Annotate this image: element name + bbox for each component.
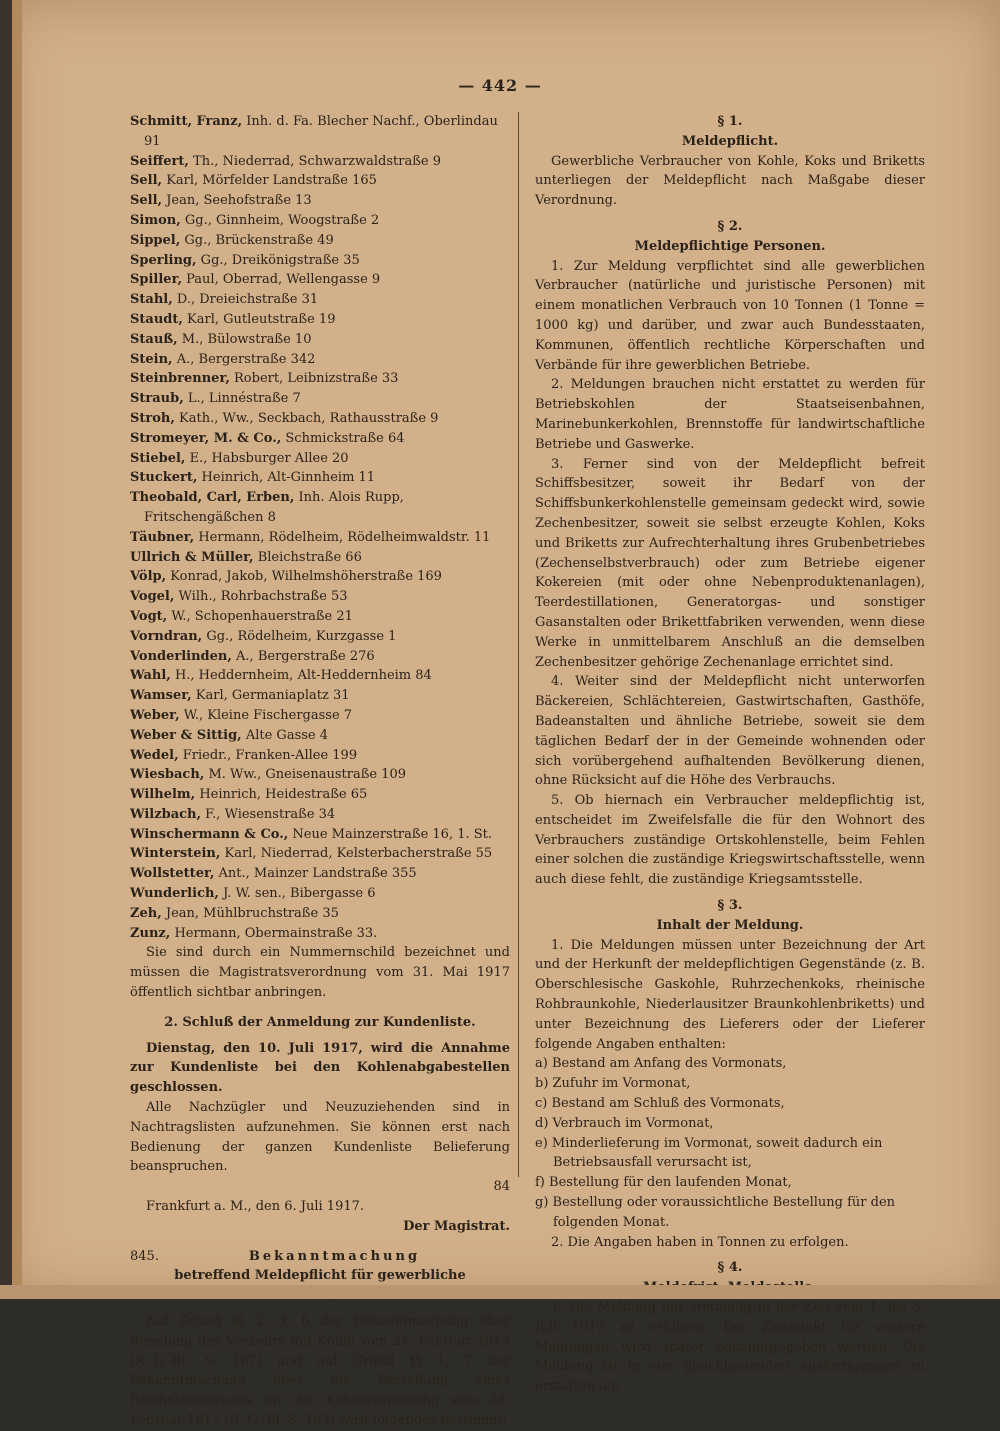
dealer-name: Wollstetter, xyxy=(130,866,215,882)
dealer-address: Kath., Ww., Seckbach, Rathausstraße 9 xyxy=(174,410,439,426)
dealer-name: Zunz, xyxy=(130,925,171,941)
dealer-address: A., Bergerstraße 342 xyxy=(172,351,316,367)
dealer-name: Stroh, xyxy=(130,410,175,426)
dealer-address: Karl, Niederrad, Kelsterbacherstraße 55 xyxy=(220,846,493,862)
dealer-name: Stiebel, xyxy=(130,450,186,466)
list-item xyxy=(130,884,510,904)
right-column xyxy=(535,112,925,1397)
list-item xyxy=(130,805,510,825)
list-item xyxy=(130,567,510,587)
list-item xyxy=(130,310,510,330)
dealer-name: Wiesbach, xyxy=(130,767,205,783)
section-4-number: § 4. xyxy=(717,1260,743,1276)
section-2-para-5: 5. Ob hiernach ein Verbraucher meldepflichtig ist, entscheidet im Zweifelsfalle die für den Wohnort des Verbrauchers zuständige Ortskohlenstelle, beim Fehlen einer solchen die zuständige Kriegswirtschaftsstelle, wenn auch diese fehlt, die zuständige Kriegsamtsstelle. xyxy=(535,793,925,888)
dealer-address: J. W. sen., Bibergasse 6 xyxy=(218,886,376,902)
dealer-name: Vogel, xyxy=(130,589,175,605)
dealer-name: Staudt, xyxy=(130,311,183,327)
list-item xyxy=(130,548,510,568)
list-item xyxy=(130,647,510,667)
reference-number: 84 xyxy=(493,1179,510,1195)
list-item xyxy=(130,904,510,924)
list-item xyxy=(130,627,510,647)
list-item xyxy=(130,746,510,766)
dealer-name: Ullrich & Müller, xyxy=(130,549,254,565)
dealer-address: Hermann, Obermainstraße 33. xyxy=(170,925,378,941)
section-3-para-2: 2. Die Angaben haben in Tonnen zu erfolgen. xyxy=(551,1234,849,1250)
list-item xyxy=(130,191,510,211)
dealer-name: Simon, xyxy=(130,212,181,228)
page-bottom-edge xyxy=(0,1285,1000,1299)
list-item xyxy=(130,350,510,370)
section-3-para-1: 1. Die Meldungen müssen unter Bezeichnung der Art und der Herkunft der meldepflichtigen Gegenstände (z. B. Oberschlesische Gaskohle, Ruhrzechenkoks, rheinische Rohbraunkohle, Niederlausitzer Braunkohlenbriketts) und unter Bezeichnung des Lieferers oder der Lieferer folgende Angaben enthalten: xyxy=(535,937,925,1052)
section-2-title: Meldepflichtige Personen. xyxy=(634,238,826,254)
dealer-name: Stuckert, xyxy=(130,470,198,486)
dealer-address: W., Kleine Fischergasse 7 xyxy=(179,707,353,723)
left-column xyxy=(130,112,510,1431)
dealer-name: Wilzbach, xyxy=(130,806,202,822)
dealer-name: Seiffert, xyxy=(130,153,189,169)
dealer-name: Zeh, xyxy=(130,905,162,921)
list-item: f) Bestellung für den laufenden Monat, xyxy=(535,1175,792,1191)
list-item: c) Bestand am Schluß des Vormonats, xyxy=(535,1096,785,1112)
notice-paragraph: Auf Grund §§ 2, 3, 6 der Bekanntmachung über Regelung des Verkehrs mit Kohle vom 24. Februar 1917 (R.-G.-Bl. S. 167) und auf Grund §§ 1, 7 der Bekanntmachung über die Bestellung eines Reichskommissars für die Kohlenverteilung vom 28. Februar 1917 (R.-G.-Bl. S. 193) wird folgendes bestimmt: xyxy=(130,1314,510,1428)
dealer-address: W., Schopenhauerstraße 21 xyxy=(167,608,353,624)
dealer-address: Robert, Leibnizstraße 33 xyxy=(229,371,399,387)
dealer-name: Sperling, xyxy=(130,252,197,268)
section-3-number: § 3. xyxy=(717,898,743,914)
dealer-name: Wilhelm, xyxy=(130,787,196,803)
list-item xyxy=(130,152,510,172)
notice-title: Bekanntmachung xyxy=(248,1248,421,1264)
list-item: a) Bestand am Anfang des Vormonats, xyxy=(535,1056,787,1072)
list-item xyxy=(130,726,510,746)
section-2-number: § 2. xyxy=(717,218,743,234)
dealer-address: Neue Mainzerstraße 16, 1. St. xyxy=(288,826,493,842)
dealer-address: Friedr., Franken-Allee 199 xyxy=(178,747,358,763)
section-2-para-3: 3. Ferner sind von der Meldepflicht befreit Schiffsbesitzer, soweit ihr Bedarf von der Schiffsbunkerkohlenstelle gemeinsam gedeckt wird, sowie Zechenbesitzer, soweit sie selbst erzeugte Kohlen, Koks und Briketts zur Aufrechterhaltung ihres Grubenbetriebes (Zechenselbstverbrauch) oder zum Betriebe eigener Kokereien (mit oder ohne Nebenproduktenanlagen), Teerdestillationen, Generatorgas- und sonstiger Gasanstalten oder Brikettfabriken verwenden, wenn diese Werke in unmittelbarem Anschluß an die demselben Zechenbesitzer gehörige Zechenanlage errichtet sind. xyxy=(535,456,925,670)
dealer-address: M., Bülowstraße 10 xyxy=(177,331,312,347)
list-item xyxy=(130,587,510,607)
list-item xyxy=(130,785,510,805)
dealer-address: Inh. d. Fa. Blecher Nachf., Oberlindau 91 xyxy=(144,114,498,149)
list-item xyxy=(130,864,510,884)
dealer-name: Sell, xyxy=(130,173,163,189)
list-item xyxy=(130,112,510,152)
dealer-address: E., Habsburger Allee 20 xyxy=(185,450,349,466)
dealer-address: Karl, Germaniaplatz 31 xyxy=(191,688,350,704)
list-item xyxy=(130,231,510,251)
section-3-item-list xyxy=(535,1054,925,1232)
section-4-para-1: 1. Die Meldung hat erstmalig in der Zeit vom 1. bis 5. Juli 1917 zu erfolgen. Der Zeitpunkt für weitere Meldungen wird später bekanntgegeben werden. Die Meldung ist in vier gleichlautenden Ausfertigungen zu erstatten an: xyxy=(535,1300,925,1395)
dealer-name: Weber, xyxy=(130,707,180,723)
list-item xyxy=(130,270,510,290)
section-2-para-1: 1. Zur Meldung verpflichtet sind alle gewerblichen Verbraucher (natürliche und juristische Personen) mit einem monatlichen Verbrauch von 10 Tonnen (1 Tonne = 1000 kg) und darüber, und zwar auch Bundesstaaten, Kommunen, öffentlich rechtliche Körperschaften und Verbände für ihre gewerblichen Betriebe. xyxy=(535,258,925,373)
dealer-name: Steinbrenner, xyxy=(130,371,230,387)
list-item xyxy=(130,389,510,409)
notice-number: 845. xyxy=(130,1248,159,1264)
list-item xyxy=(130,290,510,310)
notice-heading-row xyxy=(130,1247,510,1267)
dealer-address: Wilh., Rohrbachstraße 53 xyxy=(174,589,348,605)
dealer-name: Wahl, xyxy=(130,668,171,684)
list-item xyxy=(130,706,510,726)
section-3-title: Inhalt der Meldung. xyxy=(656,917,804,933)
stragglers-paragraph: Alle Nachzügler und Neuzuziehenden sind in Nachtragslisten aufzunehmen. Sie können erst nach Bedienung der ganzen Kundenliste Belieferung beanspruchen. xyxy=(130,1100,510,1175)
dealer-name: Vorndran, xyxy=(130,628,203,644)
dealer-address: Heinrich, Alt-Ginnheim 11 xyxy=(197,470,376,486)
dealer-name: Winschermann & Co., xyxy=(130,826,289,842)
dealer-address: H., Heddernheim, Alt-Heddernheim 84 xyxy=(170,668,432,684)
dealer-address: Karl, Mörfelder Landstraße 165 xyxy=(162,173,377,189)
dealer-name: Stahl, xyxy=(130,292,173,308)
dealer-address: M. Ww., Gneisenaustraße 109 xyxy=(204,767,407,783)
dealer-name: Völp, xyxy=(130,569,167,585)
dealer-address: Alte Gasse 4 xyxy=(241,727,329,743)
place-date: Frankfurt a. M., den 6. Juli 1917. xyxy=(146,1199,365,1215)
dealer-address: Ant., Mainzer Landstraße 355 xyxy=(214,866,417,882)
list-item xyxy=(130,171,510,191)
dealer-address: Jean, Seehofstraße 13 xyxy=(162,193,312,209)
dealer-name: Theobald, Carl, Erben, xyxy=(130,490,295,506)
list-item xyxy=(130,409,510,429)
dealer-name: Stein, xyxy=(130,351,173,367)
list-item xyxy=(130,924,510,944)
list-item xyxy=(130,449,510,469)
dealer-name: Stromeyer, M. & Co., xyxy=(130,430,282,446)
section-2-para-2: 2. Meldungen brauchen nicht erstattet zu werden für Betriebskohlen der Staatseisenbahnen, Marinebunkerkohlen, Brennstoffe für landwirtschaftliche Betriebe und Gaswerke. xyxy=(535,377,925,452)
dealer-name: Vonderlinden, xyxy=(130,648,232,664)
dealer-address: Inh. Alois Rupp, Fritschengäßchen 8 xyxy=(144,490,404,525)
dealer-address: F., Wiesenstraße 34 xyxy=(201,806,336,822)
list-item xyxy=(130,369,510,389)
dealer-address: Paul, Oberrad, Wellengasse 9 xyxy=(182,272,381,288)
dealer-address: D., Dreieichstraße 31 xyxy=(172,292,319,308)
list-item xyxy=(130,468,510,488)
dealer-name: Schmitt, Franz, xyxy=(130,114,243,129)
dealer-address: Gg., Dreikönigstraße 35 xyxy=(196,252,360,268)
column-divider xyxy=(518,112,519,1177)
list-item xyxy=(130,330,510,350)
notice-subtitle: betreffend Meldepflicht für gewerbliche xyxy=(174,1268,466,1284)
dealer-name: Weber & Sittig, xyxy=(130,727,242,743)
closing-date-paragraph: Dienstag, den 10. Juli 1917, wird die Annahme zur Kundenliste bei den Kohlenabgabestellen geschlossen. xyxy=(130,1040,510,1096)
page-edge xyxy=(12,0,22,1299)
section-2-para-4: 4. Weiter sind der Meldepflicht nicht unterworfen Bäckereien, Schlächtereien, Gastwirtschaften, Gasthöfe, Badeanstalten und ähnliche Betriebe, soweit sie dem täglichen Bedarf der in der Gemeinde wohnenden oder sich vorübergehend aufhaltenden Bevölkerung dienen, ohne Rücksicht auf die Höhe des Verbrauchs. xyxy=(535,674,925,789)
dealer-name: Winterstein, xyxy=(130,846,221,862)
dealer-name: Wedel, xyxy=(130,747,179,763)
dealer-name: Wunderlich, xyxy=(130,886,219,902)
dealer-address: Karl, Gutleutstraße 19 xyxy=(182,311,336,327)
dealer-address: Konrad, Jakob, Wilhelmshöherstraße 169 xyxy=(166,569,442,585)
section-1-number: § 1. xyxy=(717,114,743,129)
dealer-name: Straub, xyxy=(130,391,184,407)
list-item xyxy=(130,686,510,706)
list-item xyxy=(130,844,510,864)
page-number: — 442 — xyxy=(458,76,542,95)
section-1-text: Gewerbliche Verbraucher von Kohle, Koks und Briketts unterliegen der Meldepflicht nach Maßgabe dieser Verordnung. xyxy=(535,153,925,209)
dealer-name: Vogt, xyxy=(130,608,168,624)
list-item: g) Bestellung oder voraussichtliche Bestellung für den folgenden Monat. xyxy=(535,1195,896,1230)
dealer-address: Gg., Ginnheim, Woogstraße 2 xyxy=(180,212,380,228)
section-heading-2: 2. Schluß der Anmeldung zur Kundenliste. xyxy=(164,1014,476,1030)
dealer-name: Spiller, xyxy=(130,272,182,288)
list-item xyxy=(130,825,510,845)
dealer-address: Hermann, Rödelheim, Rödelheimwaldstr. 11 xyxy=(194,529,491,545)
dealer-address: Schmickstraße 64 xyxy=(281,430,405,446)
closing-paragraph: Sie sind durch ein Nummernschild bezeichnet und müssen die Magistratsverordnung vom 31. Mai 1917 öffentlich sichtbar anbringen. xyxy=(130,945,510,1001)
dealer-name: Stauß, xyxy=(130,331,178,347)
dealer-name: Täubner, xyxy=(130,529,195,545)
dealer-list xyxy=(130,112,510,943)
signature: Der Magistrat. xyxy=(403,1218,510,1234)
dealer-address: Th., Niederrad, Schwarzwaldstraße 9 xyxy=(188,153,441,169)
list-item xyxy=(130,488,510,528)
dealer-address: Jean, Mühlbruchstraße 35 xyxy=(161,905,339,921)
list-item xyxy=(130,528,510,548)
list-item: e) Minderlieferung im Vormonat, soweit dadurch ein Betriebsausfall verursacht ist, xyxy=(535,1135,883,1171)
dealer-address: Gg., Rödelheim, Kurzgasse 1 xyxy=(202,628,397,644)
list-item: d) Verbrauch im Vormonat, xyxy=(535,1115,714,1131)
list-item xyxy=(130,666,510,686)
dealer-address: Heinrich, Heidestraße 65 xyxy=(195,787,368,803)
list-item xyxy=(130,211,510,231)
dealer-name: Wamser, xyxy=(130,688,192,704)
list-item xyxy=(130,429,510,449)
list-item xyxy=(130,251,510,271)
list-item xyxy=(130,607,510,627)
list-item: b) Zufuhr im Vormonat, xyxy=(535,1076,691,1092)
binding-gutter xyxy=(0,0,12,1299)
dealer-name: Sippel, xyxy=(130,232,181,248)
dealer-address: Bleichstraße 66 xyxy=(253,549,362,565)
dealer-address: Gg., Brückenstraße 49 xyxy=(180,232,334,248)
dealer-name: Sell, xyxy=(130,193,163,209)
section-1-title: Meldepflicht. xyxy=(681,133,779,149)
dealer-address: L., Linnéstraße 7 xyxy=(183,391,301,407)
dealer-address: A., Bergerstraße 276 xyxy=(231,648,375,664)
list-item xyxy=(130,765,510,785)
